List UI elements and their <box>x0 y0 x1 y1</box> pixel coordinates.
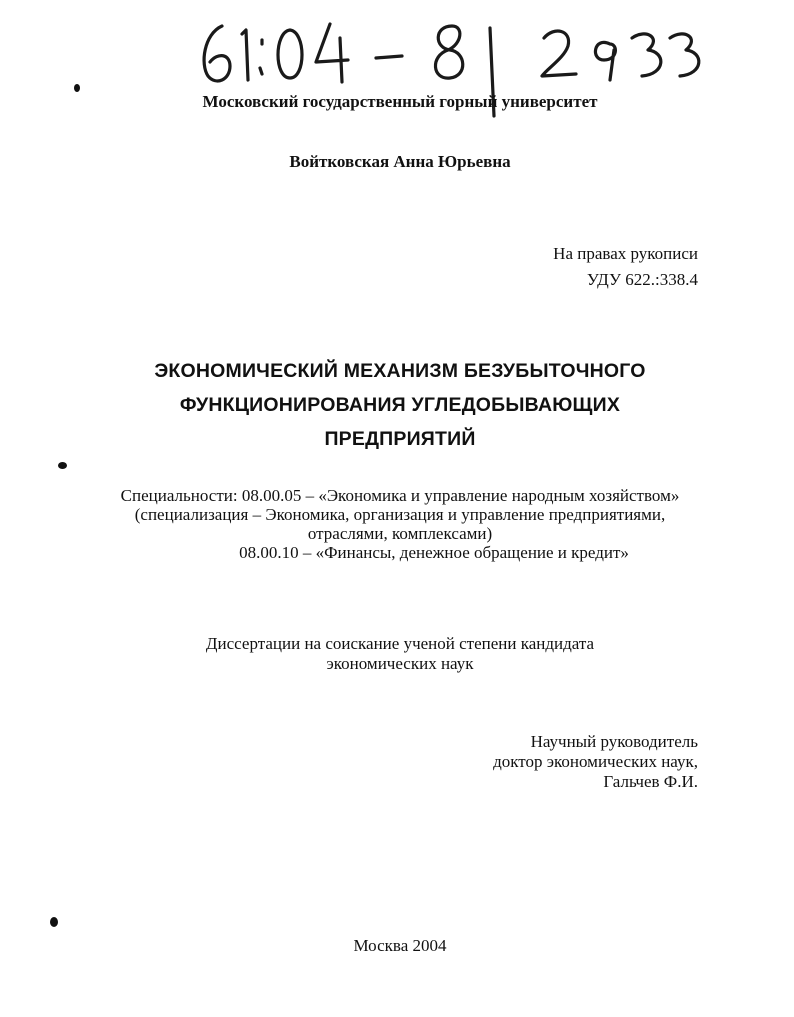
city-year: Москва 2004 <box>353 936 447 955</box>
title-line: ПРЕДПРИЯТИЙ <box>324 428 476 450</box>
dissertation-title <box>0 354 794 456</box>
supervisor-degree: доктор экономических наук, <box>493 752 698 771</box>
author-name: Войтковская Анна Юрьевна <box>289 152 511 171</box>
scan-speck <box>58 462 67 469</box>
dissertation-degree-block <box>0 634 794 674</box>
specialties-block <box>0 486 794 562</box>
specialty-line: Специальности: 08.00.05 – «Экономика и управление народным хозяйством» <box>120 486 680 505</box>
specialty-line: (специализация – Экономика, организация и управление предприятиями, <box>134 505 666 524</box>
udk-code: УДУ 622.:338.4 <box>586 270 698 289</box>
scan-speck <box>74 84 80 92</box>
supervisor-block <box>493 732 698 792</box>
rights-label: На правах рукописи <box>553 244 698 263</box>
degree-line: экономических наук <box>326 654 474 673</box>
manuscript-rights-block <box>553 241 698 293</box>
degree-line: Диссертации на соискание ученой степени кандидата <box>205 634 595 653</box>
scan-speck <box>50 917 58 927</box>
supervisor-name: Гальчев Ф.И. <box>603 772 698 791</box>
specialty-line: отраслями, комплексами) <box>307 524 493 543</box>
specialty-line: 08.00.10 – «Финансы, денежное обращение и кредит» <box>239 543 629 562</box>
supervisor-role: Научный руководитель <box>530 732 698 751</box>
title-line: ФУНКЦИОНИРОВАНИЯ УГЛЕДОБЫВАЮЩИХ <box>179 394 621 416</box>
title-line: ЭКОНОМИЧЕСКИЙ МЕХАНИЗМ БЕЗУБЫТОЧНОГО <box>154 360 646 382</box>
university-name: Московский государственный горный университет <box>202 92 598 111</box>
